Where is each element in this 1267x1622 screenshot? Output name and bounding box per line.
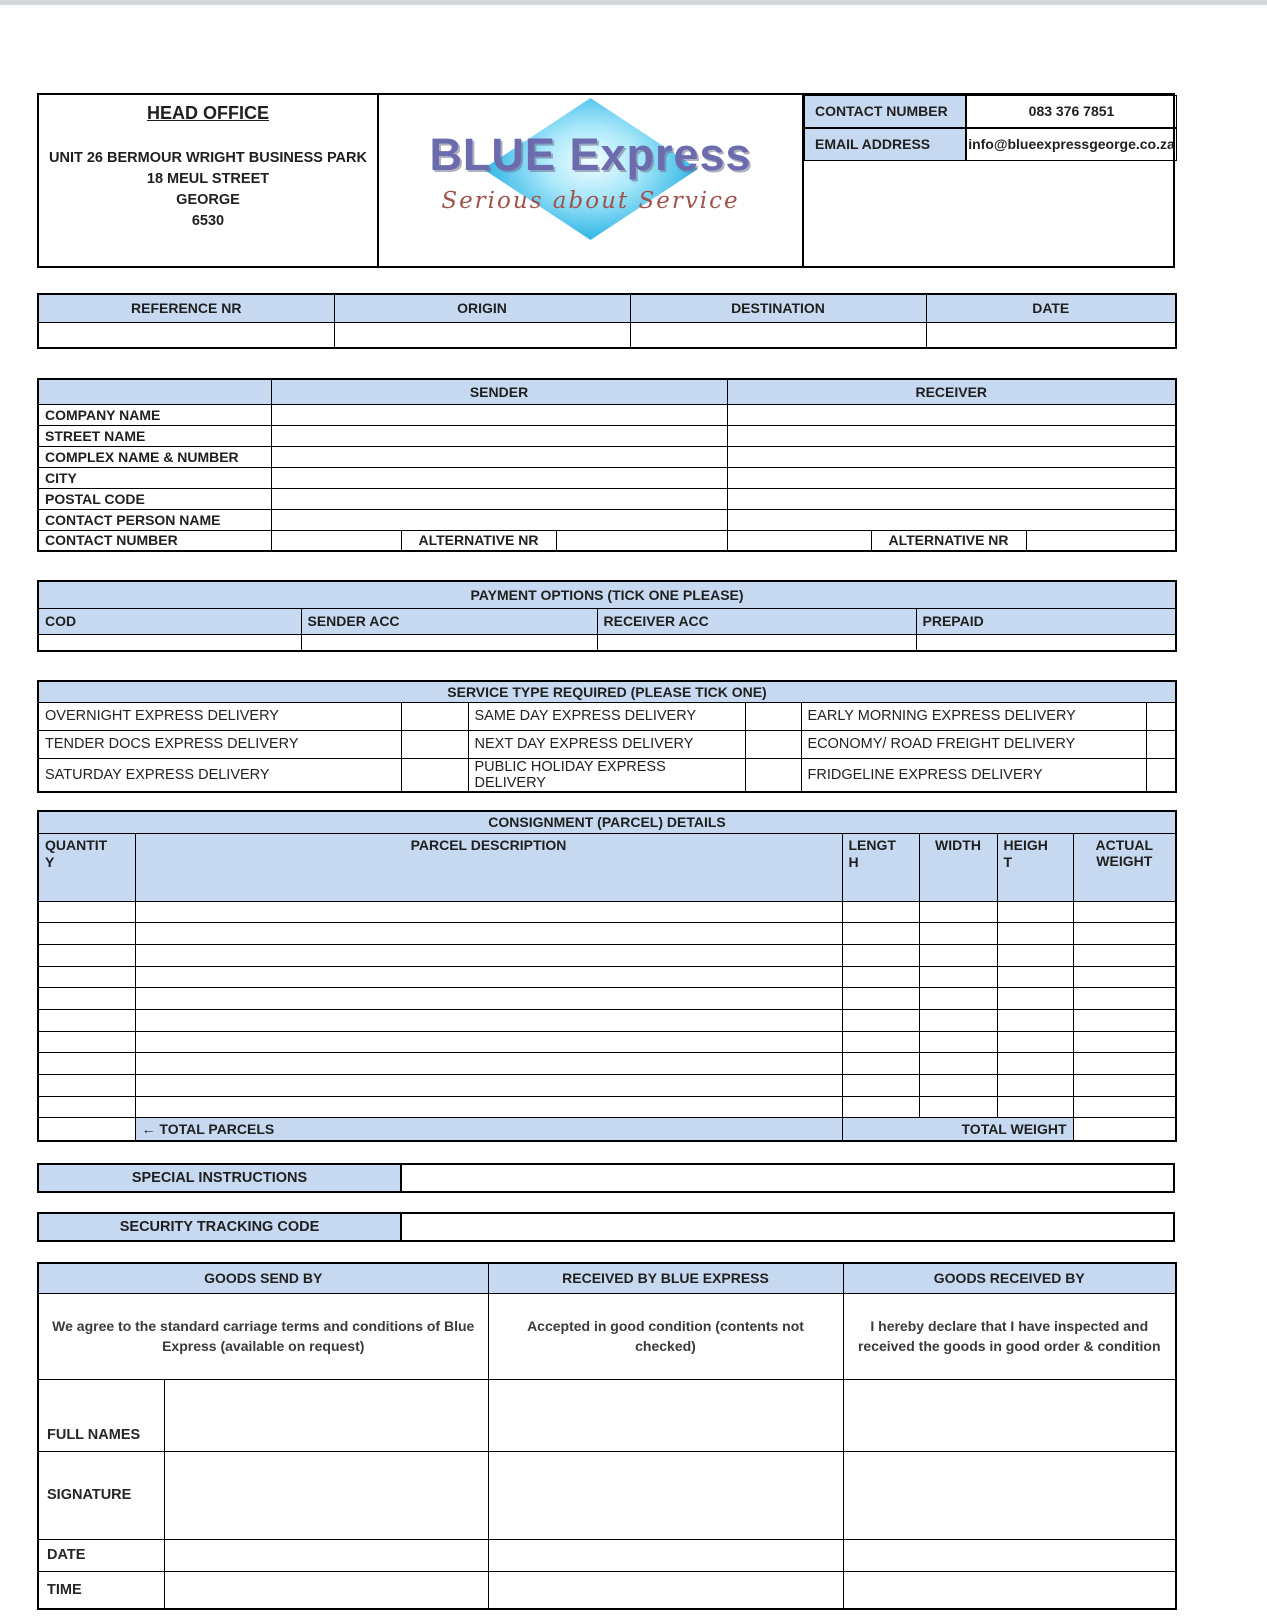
consignment-body <box>38 901 1176 1118</box>
brand-name: BLUE Express <box>429 129 752 180</box>
date-label: DATE <box>38 1539 164 1571</box>
full-names-label: FULL NAMES <box>38 1379 164 1451</box>
total-weight-label: TOTAL WEIGHT <box>842 1118 1073 1141</box>
service-same-day-tick-cell[interactable] <box>745 702 801 730</box>
length-cell[interactable] <box>842 901 919 923</box>
parcel-description-cell[interactable] <box>135 1031 842 1053</box>
height-cell[interactable] <box>997 1009 1073 1031</box>
receiver-declaration-statement: I hereby declare that I have inspected and received the goods in good order & condition <box>843 1293 1176 1379</box>
contact-number-value: 083 376 7851 <box>966 95 1177 128</box>
service-overnight-label: OVERNIGHT EXPRESS DELIVERY <box>38 702 401 730</box>
origin-header: ORIGIN <box>334 294 630 322</box>
security-tracking-section <box>37 1212 1175 1242</box>
service-saturday-tick-cell[interactable] <box>401 758 468 792</box>
width-cell[interactable] <box>919 901 997 923</box>
receiver-city-cell[interactable] <box>727 467 1176 488</box>
length-cell[interactable] <box>842 966 919 988</box>
consignment-empty-row <box>38 1075 1176 1097</box>
width-cell[interactable] <box>919 1075 997 1097</box>
quantity-cell[interactable] <box>38 1053 135 1075</box>
receiver-postal-code-cell[interactable] <box>727 488 1176 509</box>
service-saturday-label: SATURDAY EXPRESS DELIVERY <box>38 758 401 792</box>
courier-signature-cell[interactable] <box>488 1451 843 1539</box>
total-weight-value-cell[interactable] <box>1073 1118 1176 1141</box>
security-tracking-value-cell[interactable] <box>402 1214 1173 1240</box>
consignment-title: CONSIGNMENT (PARCEL) DETAILS <box>38 811 1176 833</box>
time-row <box>38 1571 1176 1609</box>
address-line: UNIT 26 BERMOUR WRIGHT BUSINESS PARK <box>49 150 367 166</box>
length-cell[interactable] <box>842 1031 919 1053</box>
sender-postal-code-cell[interactable] <box>271 488 727 509</box>
service-next-day-label: NEXT DAY EXPRESS DELIVERY <box>468 730 745 758</box>
parties-section <box>37 378 1175 552</box>
actual-weight-cell[interactable] <box>1073 1031 1176 1053</box>
width-cell[interactable] <box>919 1031 997 1053</box>
payment-option-receiver-acc: RECEIVER ACC <box>597 608 916 634</box>
length-cell[interactable] <box>842 923 919 945</box>
actual-weight-cell[interactable] <box>1073 966 1176 988</box>
total-parcels-label: ← TOTAL PARCELS <box>135 1118 842 1141</box>
service-fridgeline-tick-cell[interactable] <box>1146 758 1176 792</box>
payment-options-row <box>38 608 1176 634</box>
signoff-table <box>37 1262 1177 1610</box>
parcel-description-cell[interactable] <box>135 901 842 923</box>
service-row-1 <box>38 702 1176 730</box>
receiver-contact-person-cell[interactable] <box>727 509 1176 530</box>
service-tender-docs-tick-cell[interactable] <box>401 730 468 758</box>
receiver-time-cell[interactable] <box>843 1571 1176 1609</box>
width-header: WIDTH <box>919 833 997 901</box>
address-line: 6530 <box>191 213 225 229</box>
company-name-label: COMPANY NAME <box>38 404 271 425</box>
height-cell[interactable] <box>997 988 1073 1010</box>
actual-weight-header: ACTUAL WEIGHT <box>1073 833 1176 901</box>
receiver-signature-cell[interactable] <box>843 1451 1176 1539</box>
width-cell[interactable] <box>919 944 997 966</box>
receiver-header: RECEIVER <box>727 379 1176 404</box>
receiver-alternative-nr-label: ALTERNATIVE NR <box>871 530 1026 551</box>
payment-title-row <box>38 581 1176 608</box>
payment-option-cod: COD <box>38 608 301 634</box>
quantity-cell[interactable] <box>38 1075 135 1097</box>
sender-contact-person-cell[interactable] <box>271 509 727 530</box>
width-cell[interactable] <box>919 1096 997 1118</box>
consignment-empty-row <box>38 1009 1176 1031</box>
consignment-total-row <box>38 1118 1176 1141</box>
quantity-cell[interactable] <box>38 1096 135 1118</box>
service-same-day-label: SAME DAY EXPRESS DELIVERY <box>468 702 745 730</box>
sender-time-cell[interactable] <box>164 1571 488 1609</box>
payment-cod-tick-cell[interactable] <box>38 634 301 651</box>
payment-prepaid-tick-cell[interactable] <box>916 634 1176 651</box>
service-early-morning-tick-cell[interactable] <box>1146 702 1176 730</box>
consignment-header-row <box>38 833 1176 901</box>
full-names-row <box>38 1379 1176 1451</box>
consignment-empty-row <box>38 944 1176 966</box>
date-row <box>38 1539 1176 1571</box>
consignment-empty-row <box>38 1053 1176 1075</box>
sender-date-cell[interactable] <box>164 1539 488 1571</box>
postal-code-row <box>38 488 1176 509</box>
sender-city-cell[interactable] <box>271 467 727 488</box>
actual-weight-cell[interactable] <box>1073 1096 1176 1118</box>
complex-name-label: COMPLEX NAME & NUMBER <box>38 446 271 467</box>
service-early-morning-label: EARLY MORNING EXPRESS DELIVERY <box>801 702 1146 730</box>
length-cell[interactable] <box>842 944 919 966</box>
origin-value-cell[interactable] <box>334 322 630 348</box>
header-contact-area <box>802 95 1177 266</box>
length-cell[interactable] <box>842 988 919 1010</box>
service-fridgeline-label: FRIDGELINE EXPRESS DELIVERY <box>801 758 1146 792</box>
date-header: DATE <box>926 294 1176 322</box>
company-name-row <box>38 404 1176 425</box>
sender-company-name-cell[interactable] <box>271 404 727 425</box>
parties-table <box>37 378 1177 552</box>
actual-weight-cell[interactable] <box>1073 1053 1176 1075</box>
receiver-complex-name-cell[interactable] <box>727 446 1176 467</box>
payment-receiver-acc-tick-cell[interactable] <box>597 634 916 651</box>
receiver-date-cell[interactable] <box>843 1539 1176 1571</box>
signoff-section <box>37 1262 1175 1610</box>
city-row <box>38 467 1176 488</box>
parcel-description-cell[interactable] <box>135 923 842 945</box>
contact-person-label: CONTACT PERSON NAME <box>38 509 271 530</box>
height-cell[interactable] <box>997 1075 1073 1097</box>
parcel-description-cell[interactable] <box>135 1075 842 1097</box>
height-header: HEIGHT <box>997 833 1073 901</box>
service-public-holiday-tick-cell[interactable] <box>745 758 801 792</box>
sender-full-names-cell[interactable] <box>164 1379 488 1451</box>
reference-table <box>37 293 1177 349</box>
height-cell[interactable] <box>997 944 1073 966</box>
length-cell[interactable] <box>842 1053 919 1075</box>
consignment-title-row <box>38 811 1176 833</box>
quantity-cell[interactable] <box>38 901 135 923</box>
payment-title: PAYMENT OPTIONS (TICK ONE PLEASE) <box>38 581 1176 608</box>
consignment-empty-row <box>38 901 1176 923</box>
width-cell[interactable] <box>919 966 997 988</box>
length-cell[interactable] <box>842 1096 919 1118</box>
email-address-label: EMAIL ADDRESS <box>804 128 966 161</box>
special-instructions-label: SPECIAL INSTRUCTIONS <box>39 1165 402 1191</box>
quantity-header: QUANTITY <box>38 833 135 901</box>
street-name-row <box>38 425 1176 446</box>
contact-number-label: CONTACT NUMBER <box>804 95 966 128</box>
courier-date-cell[interactable] <box>488 1539 843 1571</box>
special-instructions-section <box>37 1163 1175 1193</box>
reference-value-row <box>38 322 1176 348</box>
quantity-cell[interactable] <box>38 1031 135 1053</box>
consignment-section <box>37 810 1175 1142</box>
sender-header: SENDER <box>271 379 727 404</box>
logo-cell <box>377 95 802 266</box>
service-economy-label: ECONOMY/ ROAD FREIGHT DELIVERY <box>801 730 1146 758</box>
destination-value-cell[interactable] <box>630 322 926 348</box>
total-parcels-value-cell[interactable] <box>38 1118 135 1141</box>
contact-number-row <box>38 530 1176 551</box>
time-label: TIME <box>38 1571 164 1609</box>
height-cell[interactable] <box>997 1053 1073 1075</box>
width-cell[interactable] <box>919 1053 997 1075</box>
sender-contact-number-cell[interactable] <box>271 530 401 551</box>
consignment-empty-row <box>38 966 1176 988</box>
sender-complex-name-cell[interactable] <box>271 446 727 467</box>
length-cell[interactable] <box>842 1075 919 1097</box>
actual-weight-cell[interactable] <box>1073 1009 1176 1031</box>
height-cell[interactable] <box>997 966 1073 988</box>
service-title-row <box>38 681 1176 702</box>
courier-full-names-cell[interactable] <box>488 1379 843 1451</box>
parcel-description-cell[interactable] <box>135 1009 842 1031</box>
height-cell[interactable] <box>997 901 1073 923</box>
payment-tick-row <box>38 634 1176 651</box>
destination-header: DESTINATION <box>630 294 926 322</box>
goods-send-by-header: GOODS SEND BY <box>38 1263 488 1293</box>
actual-weight-cell[interactable] <box>1073 901 1176 923</box>
consignment-table <box>37 810 1177 1142</box>
payment-sender-acc-tick-cell[interactable] <box>301 634 597 651</box>
parties-header-row <box>38 379 1176 404</box>
parcel-description-header: PARCEL DESCRIPTION <box>135 833 842 901</box>
signature-label: SIGNATURE <box>38 1451 164 1539</box>
service-type-table <box>37 680 1177 793</box>
received-by-blue-express-header: RECEIVED BY BLUE EXPRESS <box>488 1263 843 1293</box>
postal-code-label: POSTAL CODE <box>38 488 271 509</box>
parcel-description-cell[interactable] <box>135 944 842 966</box>
courier-acceptance-statement: Accepted in good condition (contents not checked) <box>488 1293 843 1379</box>
goods-received-by-header: GOODS RECEIVED BY <box>843 1263 1176 1293</box>
service-next-day-tick-cell[interactable] <box>745 730 801 758</box>
courier-time-cell[interactable] <box>488 1571 843 1609</box>
payment-section <box>37 580 1175 652</box>
receiver-alternative-nr-cell[interactable] <box>1026 530 1176 551</box>
service-public-holiday-label: PUBLIC HOLIDAY EXPRESS DELIVERY <box>468 758 745 792</box>
contact-table <box>804 95 1177 161</box>
head-office-address <box>39 148 377 232</box>
special-instructions-value-cell[interactable] <box>402 1165 1173 1191</box>
service-row-2 <box>38 730 1176 758</box>
height-cell[interactable] <box>997 1031 1073 1053</box>
parcel-description-cell[interactable] <box>135 988 842 1010</box>
parcel-description-cell[interactable] <box>135 1096 842 1118</box>
city-label: CITY <box>38 467 271 488</box>
quantity-cell[interactable] <box>38 1009 135 1031</box>
sender-alternative-nr-label: ALTERNATIVE NR <box>401 530 556 551</box>
payment-table <box>37 580 1177 652</box>
head-office-cell <box>39 95 377 266</box>
service-type-section <box>37 680 1175 793</box>
receiver-company-name-cell[interactable] <box>727 404 1176 425</box>
service-row-3 <box>38 758 1176 792</box>
width-cell[interactable] <box>919 988 997 1010</box>
complex-name-row <box>38 446 1176 467</box>
header-block <box>37 93 1175 268</box>
receiver-contact-number-cell[interactable] <box>727 530 871 551</box>
width-cell[interactable] <box>919 1009 997 1031</box>
height-cell[interactable] <box>997 923 1073 945</box>
actual-weight-cell[interactable] <box>1073 1075 1176 1097</box>
address-line: 18 MEUL STREET <box>146 171 270 187</box>
parcel-description-cell[interactable] <box>135 966 842 988</box>
receiver-street-name-cell[interactable] <box>727 425 1176 446</box>
actual-weight-cell[interactable] <box>1073 944 1176 966</box>
payment-option-prepaid: PREPAID <box>916 608 1176 634</box>
reference-nr-header: REFERENCE NR <box>38 294 334 322</box>
actual-weight-cell[interactable] <box>1073 988 1176 1010</box>
sender-alternative-nr-cell[interactable] <box>556 530 727 551</box>
service-tender-docs-label: TENDER DOCS EXPRESS DELIVERY <box>38 730 401 758</box>
service-overnight-tick-cell[interactable] <box>401 702 468 730</box>
parties-corner-cell <box>38 379 271 404</box>
actual-weight-cell[interactable] <box>1073 923 1176 945</box>
service-type-title: SERVICE TYPE REQUIRED (PLEASE TICK ONE) <box>38 681 1176 702</box>
brand-tagline: Serious about Service <box>441 188 740 214</box>
height-cell[interactable] <box>997 1096 1073 1118</box>
signature-row <box>38 1451 1176 1539</box>
parcel-description-cell[interactable] <box>135 1053 842 1075</box>
consignment-empty-row <box>38 1031 1176 1053</box>
quantity-cell[interactable] <box>38 966 135 988</box>
reference-header-row <box>38 294 1176 322</box>
payment-option-sender-acc: SENDER ACC <box>301 608 597 634</box>
security-tracking-label: SECURITY TRACKING CODE <box>39 1214 402 1240</box>
quantity-cell[interactable] <box>38 988 135 1010</box>
address-line: GEORGE <box>176 192 240 208</box>
contact-number-row-label: CONTACT NUMBER <box>38 530 271 551</box>
reference-nr-value-cell[interactable] <box>38 322 334 348</box>
page-top-strip <box>0 0 1267 5</box>
reference-section <box>37 293 1175 349</box>
email-address-value: info@blueexpressgeorge.co.za <box>966 128 1177 161</box>
contact-person-row <box>38 509 1176 530</box>
service-economy-tick-cell[interactable] <box>1146 730 1176 758</box>
head-office-title: HEAD OFFICE <box>146 103 269 123</box>
sender-street-name-cell[interactable] <box>271 425 727 446</box>
receiver-full-names-cell[interactable] <box>843 1379 1176 1451</box>
length-cell[interactable] <box>842 1009 919 1031</box>
signoff-header-row <box>38 1263 1176 1293</box>
street-name-label: STREET NAME <box>38 425 271 446</box>
date-value-cell[interactable] <box>926 322 1176 348</box>
sender-terms-statement: We agree to the standard carriage terms and conditions of Blue Express (available on request) <box>38 1293 488 1379</box>
width-cell[interactable] <box>919 923 997 945</box>
quantity-cell[interactable] <box>38 923 135 945</box>
consignment-empty-row <box>38 988 1176 1010</box>
consignment-empty-row <box>38 923 1176 945</box>
length-header: LENGTH <box>842 833 919 901</box>
quantity-cell[interactable] <box>38 944 135 966</box>
consignment-empty-row <box>38 1096 1176 1118</box>
sender-signature-cell[interactable] <box>164 1451 488 1539</box>
signoff-statement-row <box>38 1293 1176 1379</box>
